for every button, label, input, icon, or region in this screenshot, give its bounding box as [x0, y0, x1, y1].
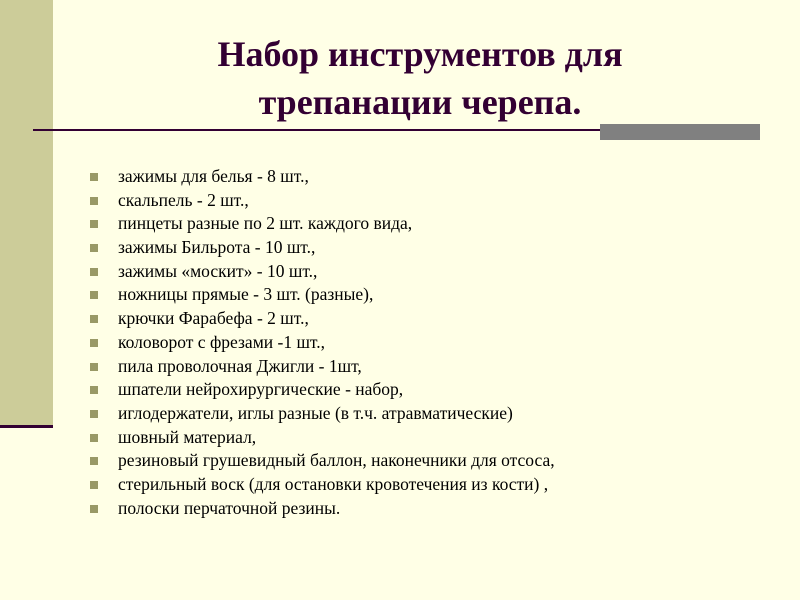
square-bullet-icon	[90, 386, 98, 394]
list-item-text: иглодержатели, иглы разные (в т.ч. атравматические)	[118, 402, 513, 423]
square-bullet-icon	[90, 220, 98, 228]
list-item-text: зажимы для белья - 8 шт.,	[118, 166, 309, 186]
side-decor-band	[0, 0, 53, 425]
list-item-text: скальпель - 2 шт.,	[118, 189, 249, 210]
square-bullet-icon	[90, 173, 98, 181]
list-item-text: пинцеты разные по 2 шт. каждого вида,	[118, 213, 413, 234]
square-bullet-icon	[90, 244, 98, 252]
square-bullet-icon	[90, 339, 98, 347]
square-bullet-icon	[90, 315, 98, 323]
slide-title-line-1: Набор инструментов для	[217, 34, 623, 74]
square-bullet-icon	[90, 457, 98, 465]
square-bullet-icon	[90, 291, 98, 299]
square-bullet-icon	[90, 363, 98, 371]
square-bullet-icon	[90, 505, 98, 513]
square-bullet-icon	[90, 410, 98, 418]
list-item-text: зажимы «москит» - 10 шт.,	[118, 260, 318, 281]
list-item-text: полоски перчаточной резины.	[118, 497, 341, 518]
slide-title-line-2: трепанации черепа.	[258, 82, 582, 122]
list-item-text: ножницы прямые - 3 шт. (разные),	[118, 284, 374, 305]
list-item-text: зажимы Бильрота - 10 шт.,	[118, 237, 316, 258]
title-underline-accent	[600, 124, 760, 140]
square-bullet-icon	[90, 434, 98, 442]
side-decor-rule	[0, 425, 53, 428]
list-item-text: пила проволочная Джигли - 1шт,	[118, 355, 362, 376]
square-bullet-icon	[90, 268, 98, 276]
list-item-text: крючки Фарабефа - 2 шт.,	[118, 308, 309, 329]
list-item-text: шпатели нейрохирургические - набор,	[118, 379, 404, 400]
square-bullet-icon	[90, 481, 98, 489]
list-item-text: стерильный воск (для остановки кровотечения из кости) ,	[118, 473, 549, 494]
square-bullet-icon	[90, 197, 98, 205]
list-item-text: шовный материал,	[118, 426, 257, 447]
list-item-text: резиновый грушевидный баллон, наконечники для отсоса,	[118, 450, 555, 471]
slide-title	[90, 30, 750, 126]
list-item-text: коловорот с фрезами -1 шт.,	[118, 331, 326, 352]
